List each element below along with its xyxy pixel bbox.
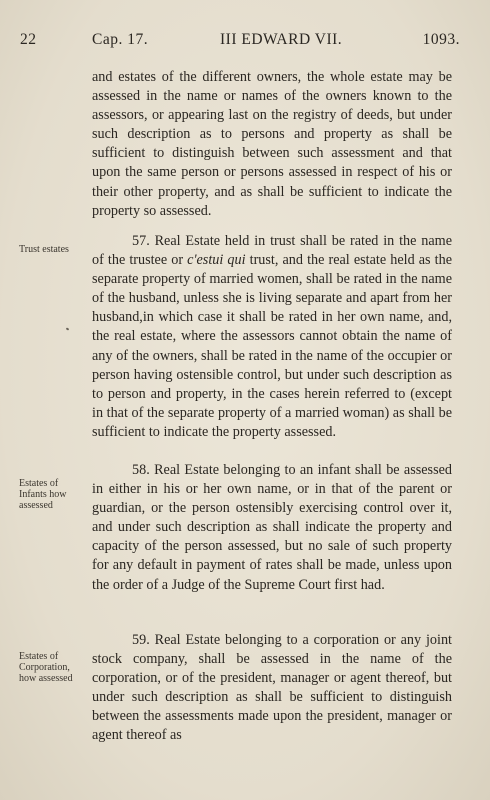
margin-note-line: Trust estates bbox=[19, 244, 69, 255]
paragraph-continuation: and estates of the different owners, the whole estate may be assessed in the name or names of the owners known to the assessors, or appearing last on the registry of deeds, but under such description as to persons and property as shall be sufficient to distinguish between such assessment and that upon the same person or persons assessed in respect of his or their other property, and as shall be sufficient to indicate the property so assessed. bbox=[92, 69, 452, 219]
margin-note-infants bbox=[19, 478, 91, 511]
margin-note-corporation bbox=[19, 651, 91, 684]
margin-note-line: assessed bbox=[19, 500, 53, 511]
margin-note-line: Estates of bbox=[19, 651, 59, 662]
margin-note-line: Corporation, bbox=[19, 662, 70, 673]
section-57-text-end: trust, and the real estate held as the separate property of married women, shall be rated in the name of the husband, unless she is living separate and apart from her husband,in which case it shall be rated in her own name, and, the real estate, where the assessors cannot obtain the name of any of the owners, shall be rated in the name of the occupier or person having ostensible control, but under such description as to person and property, in the cases herein referred to (except in that of the separate property of a married woman) as shall be sufficient to indicate the property assessed. bbox=[92, 252, 452, 440]
margin-note-trust-estates bbox=[19, 244, 91, 255]
section-58: 58. Real Estate belonging to an infant shall be assessed in either in his or her own name, or in that of the parent or guardian, or the person ostensibly exercising control over it, and under such description as shall indicate the property and capacity of the person assessed, but no sale of such property for any default in payment of rates shall be made, unless upon the order of a Judge of the Supreme Court first had. bbox=[92, 462, 452, 593]
page-year: 1093. bbox=[422, 31, 460, 48]
page-number: 22 bbox=[20, 31, 37, 48]
ink-speck bbox=[66, 327, 70, 330]
margin-note-line: Estates of bbox=[19, 478, 59, 489]
running-header bbox=[20, 31, 460, 53]
section-57-text-start: 57. Real Estate held in trust shall be rated in the name of the trustee or bbox=[92, 233, 452, 269]
section-59: 59. Real Estate belonging to a corporation or any joint stock company, shall be assessed in the name of the corporation, or of the president, manager or agent thereof, but under such description as shall be sufficient to distinguish between the assessments made upon the president, manager or agent thereof as bbox=[92, 632, 452, 744]
section-57 bbox=[92, 232, 452, 442]
reign-label: III EDWARD VII. bbox=[220, 31, 343, 48]
margin-note-line: Infants how bbox=[19, 489, 67, 500]
section-57-latin-term: c'estui qui bbox=[187, 252, 246, 269]
chapter-label: Cap. 17. bbox=[92, 31, 149, 48]
margin-note-line: how assessed bbox=[19, 673, 73, 684]
